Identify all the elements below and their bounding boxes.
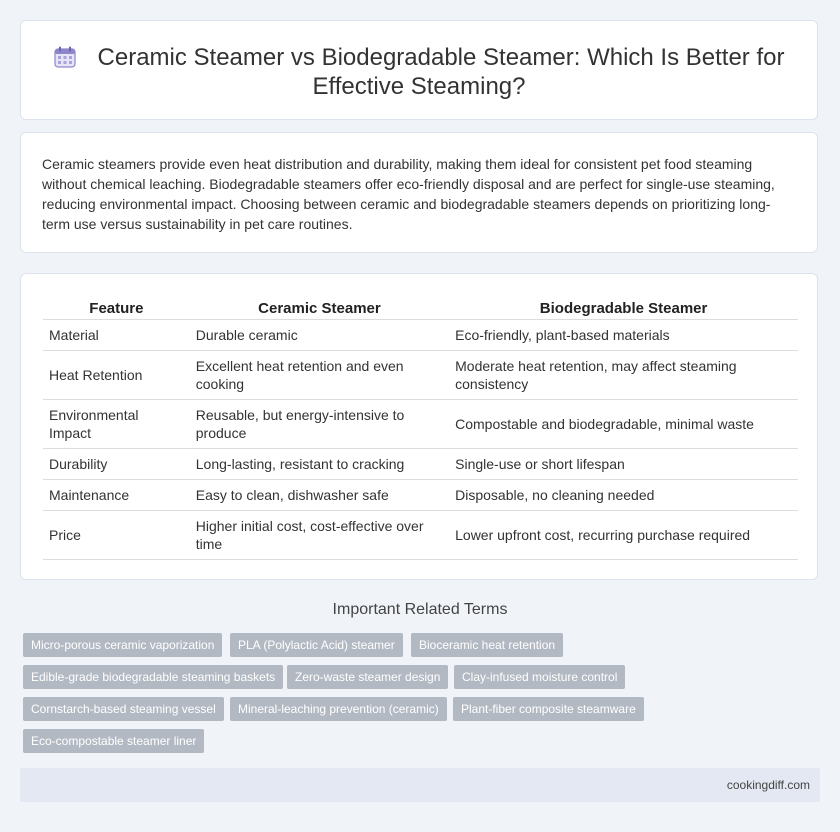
row-biodegradable: Moderate heat retention, may affect steaming consistency xyxy=(449,351,798,400)
intro-paragraph: Ceramic steamers provide even heat distribution and durability, making them ideal for consistent pet food steaming without chemical leaching. Biodegradable steamers offer eco-friendly disposal and are perfect for single-use steaming, reducing environmental impact. Choosing between ceramic and biodegradable steamers depends on prioritizing long-term use versus sustainability in pet care routines. xyxy=(42,156,775,232)
row-biodegradable: Lower upfront cost, recurring purchase required xyxy=(449,511,798,560)
table-row xyxy=(43,480,798,511)
row-feature: Material xyxy=(43,320,190,351)
row-biodegradable: Disposable, no cleaning needed xyxy=(449,480,798,511)
intro-card xyxy=(20,132,818,253)
row-ceramic: Higher initial cost, cost-effective over time xyxy=(190,511,449,560)
comparison-table xyxy=(43,297,798,560)
row-feature: Durability xyxy=(43,449,190,480)
row-ceramic: Long-lasting, resistant to cracking xyxy=(190,449,449,480)
related-term-tag[interactable]: Plant-fiber composite steamware xyxy=(453,697,644,721)
row-ceramic: Easy to clean, dishwasher safe xyxy=(190,480,449,511)
page-title: Ceramic Steamer vs Biodegradable Steamer: Which Is Better for Effective Steaming? xyxy=(97,44,785,100)
related-term-tag[interactable]: Mineral-leaching prevention (ceramic) xyxy=(230,697,447,721)
row-feature: Heat Retention xyxy=(43,351,190,400)
table-row xyxy=(43,511,798,560)
table-row xyxy=(43,320,798,351)
title-card xyxy=(20,20,818,120)
header-biodegradable: Biodegradable Steamer xyxy=(449,297,798,320)
related-term-tag[interactable]: Micro-porous ceramic vaporization xyxy=(23,633,222,657)
row-ceramic: Excellent heat retention and even cooking xyxy=(190,351,449,400)
row-feature: Maintenance xyxy=(43,480,190,511)
table-row xyxy=(43,449,798,480)
related-term-tag[interactable]: PLA (Polylactic Acid) steamer xyxy=(230,633,403,657)
related-term-tag[interactable]: Cornstarch-based steaming vessel xyxy=(23,697,224,721)
row-feature: Price xyxy=(43,511,190,560)
row-biodegradable: Eco-friendly, plant-based materials xyxy=(449,320,798,351)
related-term-tag[interactable]: Zero-waste steamer design xyxy=(287,665,448,689)
related-term-tag[interactable]: Edible-grade biodegradable steaming baskets xyxy=(23,665,283,689)
table-header-row xyxy=(43,297,798,320)
row-ceramic: Reusable, but energy-intensive to produce xyxy=(190,400,449,449)
site-link[interactable]: cookingdiff.com xyxy=(726,778,810,792)
header-feature: Feature xyxy=(43,297,190,320)
calendar-icon xyxy=(54,46,76,68)
related-term-tag[interactable]: Bioceramic heat retention xyxy=(411,633,563,657)
footer xyxy=(20,768,820,802)
page-title-wrap xyxy=(21,43,817,101)
related-term-tag[interactable]: Clay-infused moisture control xyxy=(454,665,625,689)
related-term-tag[interactable]: Eco-compostable steamer liner xyxy=(23,729,204,753)
table-row xyxy=(43,351,798,400)
header-ceramic: Ceramic Steamer xyxy=(190,297,449,320)
row-biodegradable: Compostable and biodegradable, minimal waste xyxy=(449,400,798,449)
row-ceramic: Durable ceramic xyxy=(190,320,449,351)
related-terms-heading: Important Related Terms xyxy=(332,601,508,618)
row-feature: Environmental Impact xyxy=(43,400,190,449)
comparison-card xyxy=(20,273,818,580)
row-biodegradable: Single-use or short lifespan xyxy=(449,449,798,480)
table-row xyxy=(43,400,798,449)
